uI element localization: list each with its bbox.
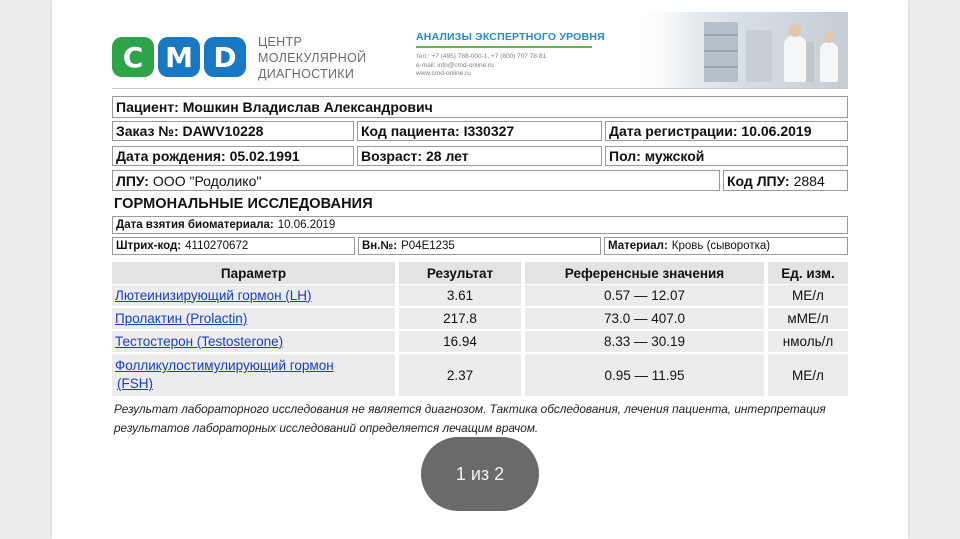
result-value: 16.94 bbox=[399, 331, 521, 352]
patient-name-value: Мошкин Владислав Александрович bbox=[182, 99, 433, 115]
sex-label: Пол: bbox=[609, 148, 641, 164]
result-value: 3.61 bbox=[399, 285, 521, 306]
lpu-value: ООО "Родолико" bbox=[152, 172, 262, 189]
lpu-label: ЛПУ: bbox=[116, 172, 149, 189]
order-field bbox=[112, 121, 354, 141]
age-value: 28 лет bbox=[425, 148, 469, 164]
reference-range: 0.57 — 12.07 bbox=[525, 285, 764, 306]
inner-number-field bbox=[358, 237, 601, 255]
lpu-code-value: 2884 bbox=[793, 172, 825, 189]
logo-subtitle-line: ДИАГНОСТИКИ bbox=[258, 67, 355, 81]
tagline: АНАЛИЗЫ ЭКСПЕРТНОГО УРОВНЯ bbox=[416, 31, 605, 43]
contact-email: e-mail: info@cmd-online.ru bbox=[416, 61, 494, 69]
parameter-link-testosterone[interactable]: Тестостерон (Testosterone) bbox=[112, 331, 395, 352]
reference-range: 0.95 — 11.95 bbox=[525, 354, 764, 396]
patient-name-label: Пациент: bbox=[116, 99, 179, 115]
lab-photo bbox=[634, 12, 848, 88]
birth-date-field bbox=[112, 146, 354, 166]
parameter-link-prolactin[interactable]: Пролактин (Prolactin) bbox=[112, 308, 395, 329]
barcode-label: Штрих-код: bbox=[116, 240, 182, 252]
logo-subtitle-line: МОЛЕКУЛЯРНОЙ bbox=[258, 51, 367, 65]
section-title: ГОРМОНАЛЬНЫЕ ИССЛЕДОВАНИЯ bbox=[114, 196, 373, 212]
patient-code-field bbox=[357, 121, 602, 141]
sample-date-label: Дата взятия биоматериала: bbox=[116, 219, 274, 231]
contact-phone: тел.: +7 (495) 788-000-1, +7 (800) 707 78 81 bbox=[416, 53, 547, 60]
material-value: Кровь (сыворотка) bbox=[671, 240, 771, 252]
age-field bbox=[357, 146, 602, 166]
parameter-link-fsh[interactable] bbox=[112, 354, 395, 396]
patient-code-label: Код пациента: bbox=[361, 123, 460, 139]
lpu-code-label: Код ЛПУ: bbox=[727, 172, 790, 189]
reference-range: 8.33 — 30.19 bbox=[525, 331, 764, 352]
disclaimer-line: результатов лабораторных исследований определяется лечащим врачом. bbox=[114, 421, 539, 435]
unit: МЕ/л bbox=[768, 354, 848, 396]
material-field bbox=[604, 237, 848, 255]
inner-number-value: P04E1235 bbox=[401, 240, 455, 252]
parameter-name-line: (FSH) bbox=[117, 376, 153, 391]
contacts bbox=[416, 53, 546, 79]
column-header-parameter: Параметр bbox=[112, 262, 395, 284]
logo-subtitle bbox=[258, 34, 378, 82]
lpu-code-field bbox=[723, 170, 848, 191]
registration-date-label: Дата регистрации: bbox=[609, 123, 738, 139]
logo-letter-d: D bbox=[204, 37, 246, 77]
barcode-value: 4110270672 bbox=[185, 240, 249, 252]
birth-date-label: Дата рождения: bbox=[116, 148, 226, 164]
unit: нмоль/л bbox=[768, 331, 848, 352]
sex-field bbox=[605, 146, 848, 166]
registration-date-value: 10.06.2019 bbox=[741, 123, 812, 139]
result-value: 2.37 bbox=[399, 354, 521, 396]
result-value: 217.8 bbox=[399, 308, 521, 329]
lpu-field bbox=[112, 170, 720, 191]
tagline-underline bbox=[416, 46, 592, 48]
sample-date-value: 10.06.2019 bbox=[277, 219, 336, 231]
disclaimer-note bbox=[114, 400, 844, 438]
page-indicator[interactable]: 1 из 2 bbox=[421, 437, 539, 511]
reference-range: 73.0 — 407.0 bbox=[525, 308, 764, 329]
logo-letter-c: C bbox=[112, 37, 154, 77]
column-header-result: Результат bbox=[399, 262, 521, 284]
unit: МЕ/л bbox=[768, 285, 848, 306]
column-header-unit: Ед. изм. bbox=[768, 262, 848, 284]
material-label: Материал: bbox=[608, 240, 668, 252]
column-header-reference: Референсные значения bbox=[525, 262, 764, 284]
barcode-field bbox=[112, 237, 355, 255]
header-divider bbox=[112, 88, 848, 89]
order-label: Заказ №: bbox=[116, 123, 179, 139]
patient-code-value: I330327 bbox=[463, 123, 515, 139]
logo-subtitle-line: ЦЕНТР bbox=[258, 35, 303, 49]
sample-date-field bbox=[112, 216, 848, 234]
sex-value: мужской bbox=[644, 148, 705, 164]
birth-date-value: 05.02.1991 bbox=[229, 148, 300, 164]
patient-name-field bbox=[112, 96, 848, 118]
parameter-link-lh[interactable]: Лютеинизирующий гормон (LH) bbox=[112, 285, 395, 306]
unit: мМЕ/л bbox=[768, 308, 848, 329]
contact-website: www.cmd-online.ru bbox=[416, 70, 471, 77]
registration-date-field bbox=[605, 121, 848, 141]
age-label: Возраст: bbox=[361, 148, 423, 164]
order-value: DAWV10228 bbox=[182, 123, 264, 139]
parameter-name-line: Фолликулостимулирующий гормон bbox=[115, 358, 334, 373]
inner-number-label: Вн.№: bbox=[362, 240, 398, 252]
disclaimer-line: Результат лабораторного исследования не является диагнозом. Тактика обследования, лечения пациента, интерпретация bbox=[114, 402, 826, 416]
logo-letter-m: M bbox=[158, 37, 200, 77]
